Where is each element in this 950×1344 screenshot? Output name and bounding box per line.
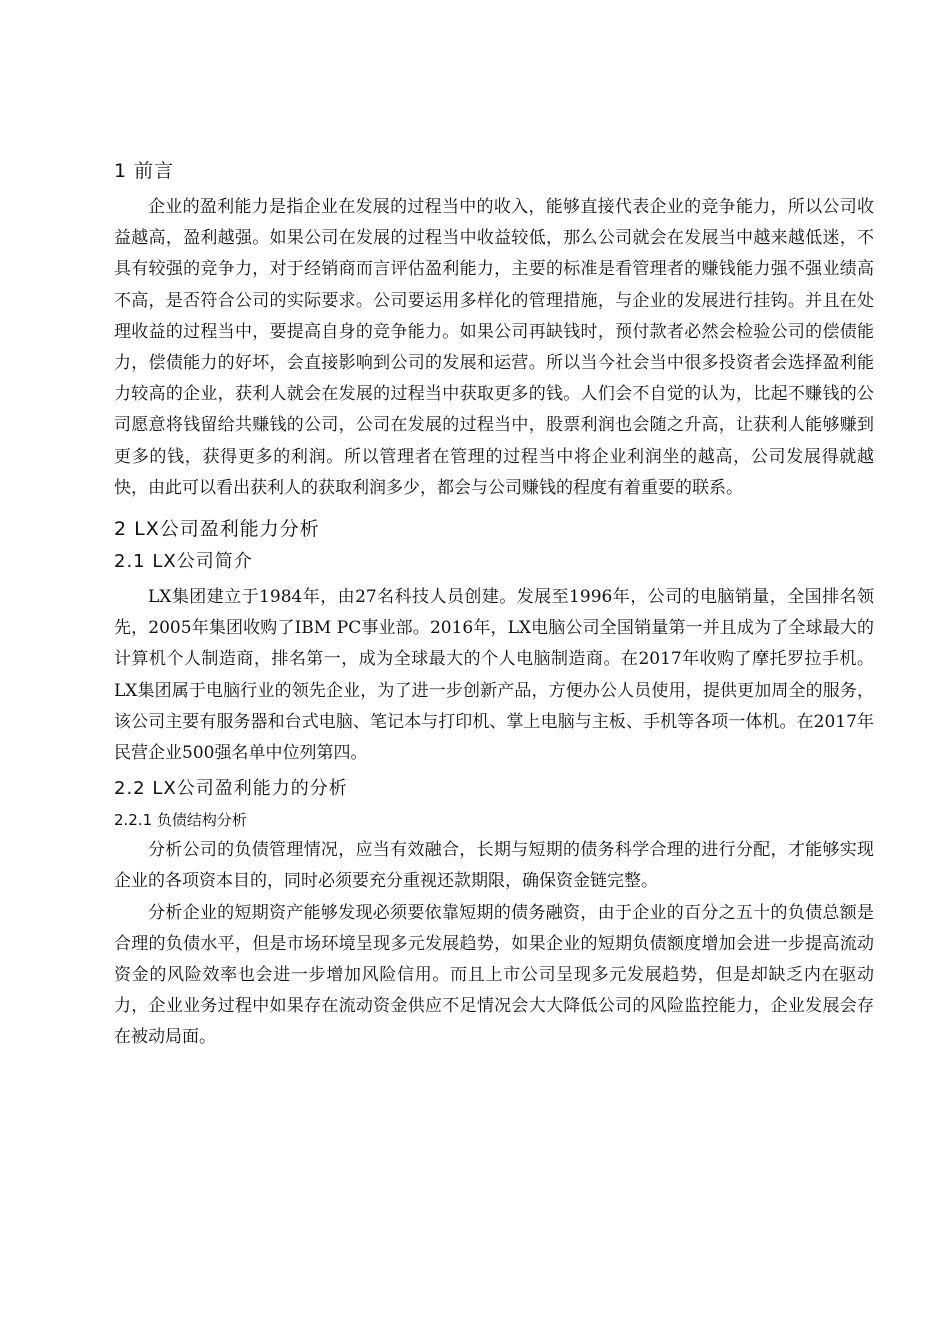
paragraph-debt-structure-1: 分析公司的负债管理情况，应当有效融合，长期与短期的债务科学合理的进行分配，才能够实现企业的各项资本目的，同时必须要充分重视还款期限，确保资金链完整。 — [114, 840, 874, 892]
paragraph-company-profile: LX集团建立于1984年，由27名科技人员创建。发展至1996年，公司的电脑销量，全国排名领先，2005年集团收购了IBM PC事业部。2016年，LX电脑公司全国销量第一并且成为了全球最大的计算机个人制造商，排名第一，成为全球最大的个人电脑制造商。在2017年收购了摩托罗拉手机。LX集团属于电脑行业的领先企业，为了进一步创新产品，方便办公人员使用，提供更加周全的服务，该公司主要有服务器和台式电脑、笔记本与打印机、掌上电脑与主板、手机等各项一体机。在2017年民营企业500强名单中位列第四。 — [114, 587, 874, 764]
document-body — [114, 154, 874, 1054]
section-heading-1: 1 前言 — [114, 160, 175, 182]
paragraph-intro: 企业的盈利能力是指企业在发展的过程当中的收入，能够直接代表企业的竞争能力，所以公司收益越高，盈利越强。如果公司在发展的过程当中收益较低，那么公司就会在发展当中越来越低迷，不具有较强的竞争力，对于经销商而言评估盈利能力，主要的标准是看管理者的赚钱能力强不强业绩高不高，是否符合公司的实际要求。公司要运用多样化的管理措施，与企业的发展进行挂钩。并且在处理收益的过程当中，要提高自身的竞争能力。如果公司再缺钱时，预付款者必然会检验公司的偿债能力，偿债能力的好坏，会直接影响到公司的发展和运营。所以当今社会当中很多投资者会选择盈利能力较高的企业，获利人就会在发展的过程当中获取更多的钱。人们会不自觉的认为，比起不赚钱的公司愿意将钱留给共赚钱的公司，公司在发展的过程当中，股票利润也会随之升高，让获利人能够赚到更多的钱，获得更多的利润。所以管理者在管理的过程当中将企业利润坐的越高，公司发展得就越快，由此可以看出获利人的获取利润多少，都会与公司赚钱的程度有着重要的联系。 — [114, 197, 874, 498]
section-heading-2-2-1: 2.2.1 负债结构分析 — [114, 811, 247, 830]
section-heading-2-2: 2.2 LX公司盈利能力的分析 — [114, 778, 348, 800]
section-heading-2-1: 2.1 LX公司简介 — [114, 551, 253, 573]
paragraph-debt-structure-2: 分析企业的短期资产能够发现必须要依靠短期的债务融资，由于企业的百分之五十的负债总额是合理的负债水平，但是市场环境呈现多元发展趋势，如果企业的短期负债额度增加会进一步提高流动资金的风险效率也会进一步增加风险信用。而且上市公司呈现多元发展趋势，但是却缺乏内在驱动力，企业业务过程中如果存在流动资金供应不足情况会大大降低公司的风险监控能力，企业发展会存在被动局面。 — [114, 902, 874, 1048]
section-heading-2: 2 LX公司盈利能力分析 — [114, 518, 320, 541]
